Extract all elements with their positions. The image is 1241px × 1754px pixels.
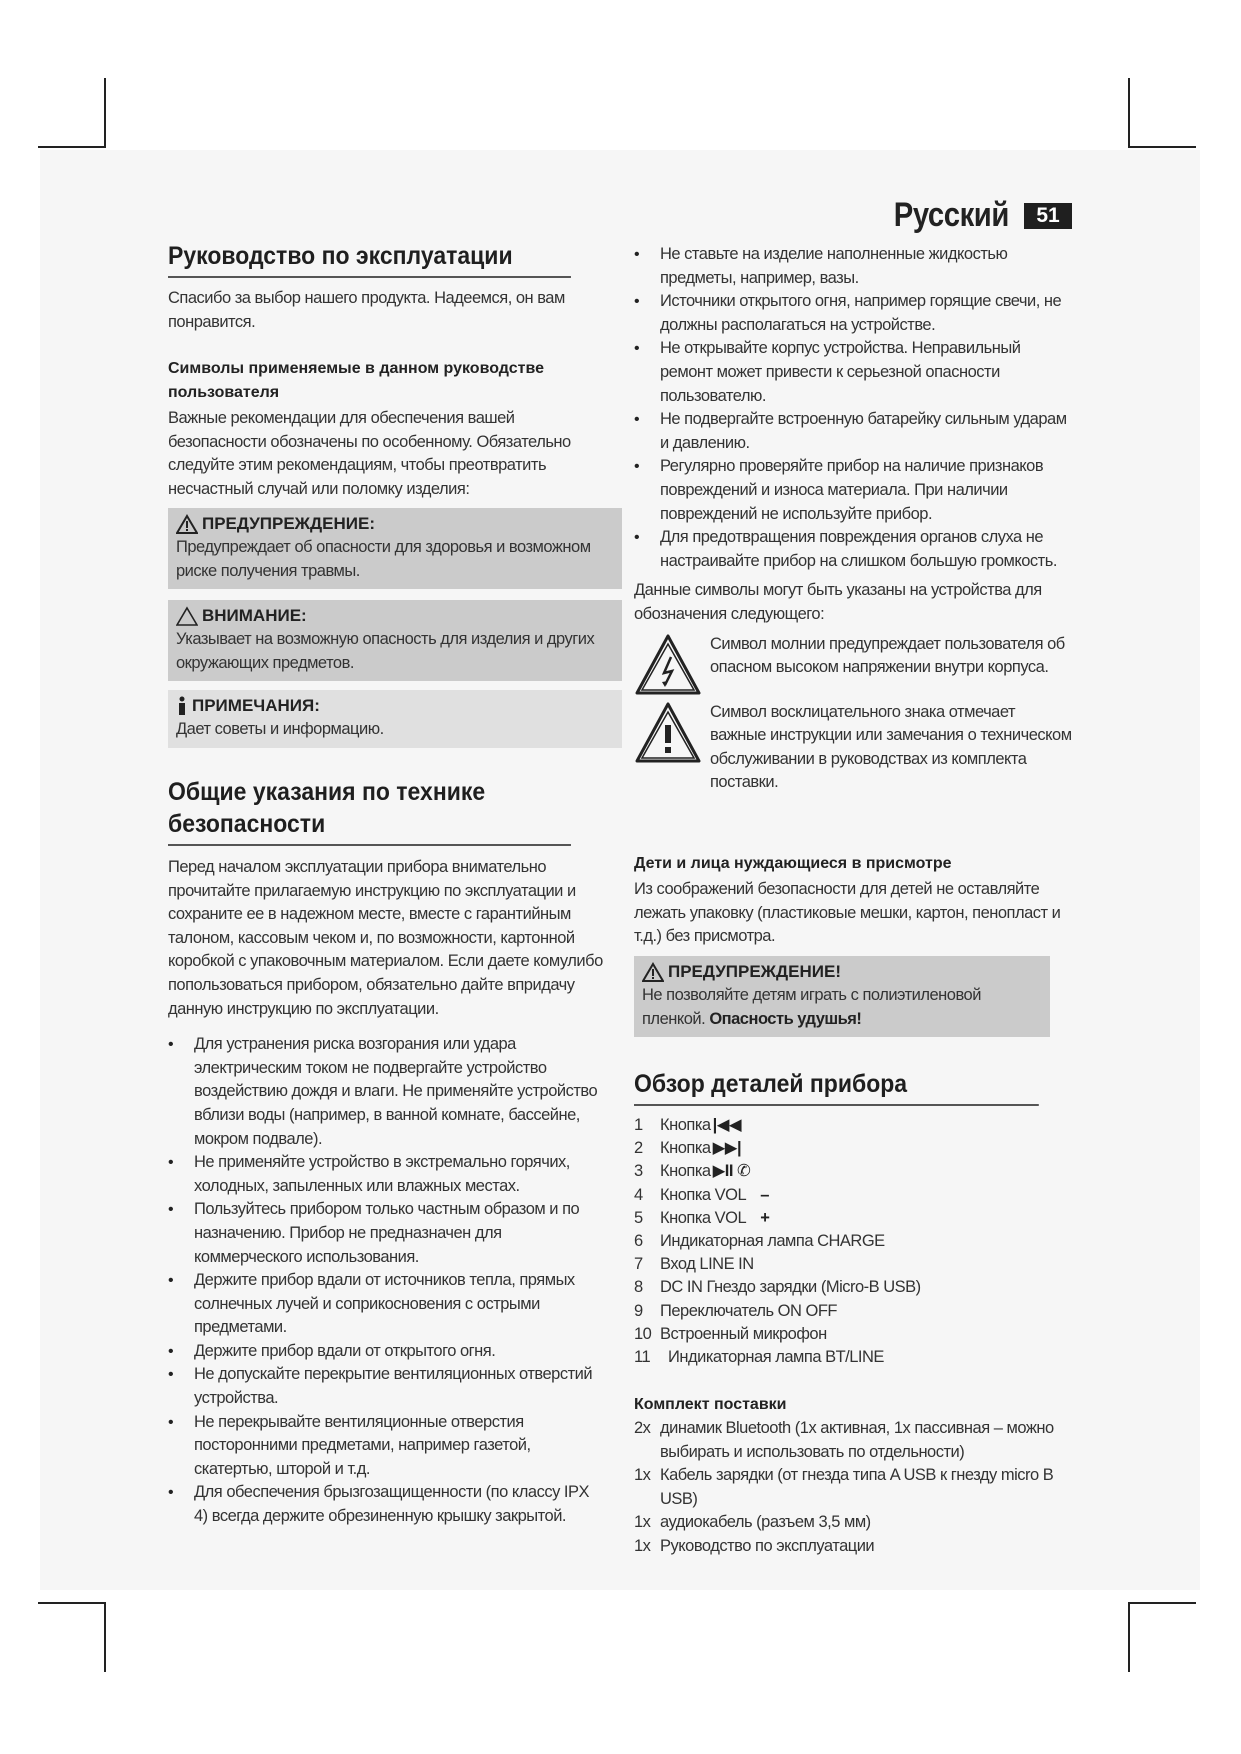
- lightning-symbol-text: Символ молнии предупреждает пользователя об опасном высоком напряжении внутри корпуса.: [710, 634, 1065, 677]
- note-title: ПРИМЕЧАНИЯ:: [192, 696, 320, 715]
- crop-mark-tr-h: [1128, 146, 1196, 148]
- page-number: 51: [1024, 203, 1072, 229]
- symbols-text: Важные рекомендации для обеспечения вашей безопасности обозначены по особенному. Обязательно следуйте этим рекомендациям, чтобы преотвратить несчастный случай или поломку изделия:: [168, 409, 571, 498]
- crop-mark-bl-h: [38, 1602, 106, 1604]
- symbols-section: [168, 357, 606, 501]
- lightning-symbol-row: [634, 633, 1074, 697]
- note-box: [168, 690, 622, 748]
- list-item: 1x аудиокабель (разъем 3,5 мм): [634, 1513, 871, 1532]
- device-symbols-intro: Данные символы могут быть указаны на устройства для обозначения следующего:: [634, 581, 1042, 623]
- list-item: 5 Кнопка VOL +: [634, 1207, 1074, 1230]
- crop-mark-br-v: [1128, 1602, 1130, 1672]
- warning-box: [168, 508, 622, 589]
- children-warning-strong: Опасность удушья!: [709, 1009, 862, 1028]
- list-item: 6 Индикаторная лампа CHARGE: [634, 1232, 885, 1251]
- children-text: Из соображений безопасности для детей не оставляйте лежать упаковку (пластиковые мешки, картон, пенопласт и т.д.) без присмотра.: [634, 880, 1061, 946]
- manual-section: [168, 240, 606, 334]
- children-heading: Дети и лица нуждающиеся в присмотре: [634, 855, 952, 872]
- list-item: 11 Индикаторная лампа BT/LINE: [634, 1348, 884, 1367]
- list-item: • Не применяйте устройство в экстремально горячих, холодных, запыленных или влажных местах.: [168, 1153, 570, 1195]
- list-item: • Для обеспечения брызгозащищенности (по классу IPX 4) всегда держите обрезиненную крышку закрытой.: [168, 1483, 590, 1526]
- parts-list: [634, 1114, 1074, 1369]
- crop-mark-tl-v: [104, 78, 106, 148]
- safety-title: Общие указания по технике безопасности: [168, 776, 571, 846]
- list-item: • Не ставьте на изделие наполненные жидкостью предметы, например, вазы.: [634, 245, 1008, 287]
- package-section: [634, 1393, 1074, 1559]
- symbols-heading: Символы применяемые в данном руководстве пользователя: [168, 360, 544, 401]
- crop-mark-tr-v: [1128, 78, 1130, 148]
- note-text: Дает советы и информацию.: [176, 720, 384, 738]
- intro-text: Спасибо за выбор нашего продукта. Надеемся, он вам понравится.: [168, 289, 565, 331]
- list-item: 10 Встроенный микрофон: [634, 1324, 827, 1343]
- children-warning-text: Не позволяйте детям играть с полиэтиленовой пленкой.: [642, 986, 981, 1028]
- exclamation-warning-icon: [634, 701, 702, 765]
- list-item: • Для устранения риска возгорания или удара электрическим током не подвергайте устройство воздействию дождя и влаги. Не применяйте устройство вблизи воды (например, в ванной комнате, бассейне, мокром подвале).: [168, 1035, 598, 1148]
- package-heading: Комплект поставки: [634, 1396, 787, 1413]
- safety-section: [168, 776, 606, 1529]
- safety-list-right: [634, 243, 1074, 573]
- caution-title: ВНИМАНИЕ:: [202, 606, 307, 625]
- list-item: • Держите прибор вдали от открытого огня.: [168, 1341, 496, 1360]
- list-item: 8 DC IN Гнездо зарядки (Micro-B USB): [634, 1278, 921, 1297]
- exclamation-symbol-row: [634, 701, 1074, 795]
- children-section: [634, 852, 1074, 949]
- crop-mark-br-h: [1128, 1602, 1196, 1604]
- list-item: • Пользуйтесь прибором только частным образом и по назначению. Прибор не предназначен для коммерческого использования.: [168, 1200, 580, 1266]
- list-item: • Не подвергайте встроенную батарейку сильным ударам и давлению.: [634, 410, 1067, 452]
- plus-icon: +: [760, 1208, 770, 1227]
- caution-triangle-icon: [176, 606, 198, 626]
- list-item: • Не открывайте корпус устройства. Неправильный ремонт может привести к серьезной опасности пользователю.: [634, 339, 1021, 405]
- list-item: 7 Вход LINE IN: [634, 1255, 754, 1274]
- parts-section: [634, 1068, 1074, 1369]
- warning-title: ПРЕДУПРЕЖДЕНИЕ:: [202, 514, 375, 533]
- safety-continued: [634, 243, 1074, 795]
- warning-text: Предупреждает об опасности для здоровья и возможном риске получения травмы.: [176, 538, 591, 580]
- info-icon: [176, 696, 188, 716]
- list-item: • Для предотвращения повреждения органов слуха не настраивайте прибор на слишком большую громкость.: [634, 528, 1057, 570]
- crop-mark-bl-v: [104, 1602, 106, 1672]
- list-item: • Не допускайте перекрытие вентиляционных отверстий устройства.: [168, 1365, 593, 1408]
- safety-intro-text: Перед началом эксплуатации прибора внимательно прочитайте прилагаемую инструкцию по эксплуатации и сохраните ее в надежном месте, вместе с гарантийным талоном, кассовым чеком и, по возможности, картонной коробкой с упаковочным материалом. Если даете комулибо попользоваться прибором, обязательно дайте впридачу данную инструкцию по эксплуатации.: [168, 858, 603, 1018]
- minus-icon: –: [760, 1185, 769, 1204]
- list-item: 4 Кнопка VOL –: [634, 1184, 1074, 1207]
- list-item: 1 Кнопка |◀◀: [634, 1114, 1074, 1137]
- exclamation-symbol-text: Символ восклицательного знака отмечает важные инструкции или замечания о техническом обслуживании в руководствах из комплекта поставки.: [710, 702, 1072, 792]
- list-item: 2x динамик Bluetooth (1x активная, 1x пассивная – можно выбирать и использовать по отдельности): [634, 1419, 1054, 1461]
- warning-triangle-icon: [642, 962, 664, 982]
- lightning-warning-icon: [634, 633, 702, 697]
- list-item: 1x Кабель зарядки (от гнезда типа A USB к гнезду micro B USB): [634, 1466, 1054, 1508]
- list-item: • Регулярно проверяйте прибор на наличие признаков повреждений и износа материала. При наличии повреждений не используйте прибор.: [634, 457, 1044, 523]
- list-item: 9 Переключатель ON OFF: [634, 1301, 837, 1320]
- crop-mark-tl-h: [38, 146, 106, 148]
- caution-text: Указывает на возможную опасность для изделия и других окружающих предметов.: [176, 630, 595, 672]
- manual-title: Руководство по эксплуатации: [168, 240, 571, 278]
- children-warning-title: ПРЕДУПРЕЖДЕНИЕ!: [668, 962, 841, 981]
- parts-title: Обзор деталей прибора: [634, 1068, 1039, 1106]
- page-language-title: Русский: [893, 196, 1009, 234]
- list-item: • Держите прибор вдали от источников тепла, прямых солнечных лучей и соприкосновения с острыми предметами.: [168, 1271, 575, 1337]
- caution-box: [168, 600, 622, 681]
- children-warning-box: [634, 956, 1050, 1037]
- previous-track-icon: |◀◀: [712, 1116, 742, 1134]
- safety-list-left: [168, 1033, 606, 1528]
- list-item: 1x Руководство по эксплуатации: [634, 1536, 875, 1555]
- list-item: 3 Кнопка ▶II ✆: [634, 1160, 1074, 1183]
- list-item: • Не перекрывайте вентиляционные отверстия посторонними предметами, например газетой, скатертью, шторой и т.д.: [168, 1412, 531, 1478]
- list-item: • Источники открытого огня, например горящие свечи, не должны располагаться на устройстве.: [634, 292, 1062, 334]
- list-item: 2 Кнопка ▶▶|: [634, 1137, 1074, 1160]
- play-pause-phone-icon: ▶II ✆: [712, 1162, 751, 1181]
- warning-triangle-icon: [176, 514, 198, 534]
- package-list: [634, 1417, 1074, 1559]
- next-track-icon: ▶▶|: [712, 1139, 742, 1158]
